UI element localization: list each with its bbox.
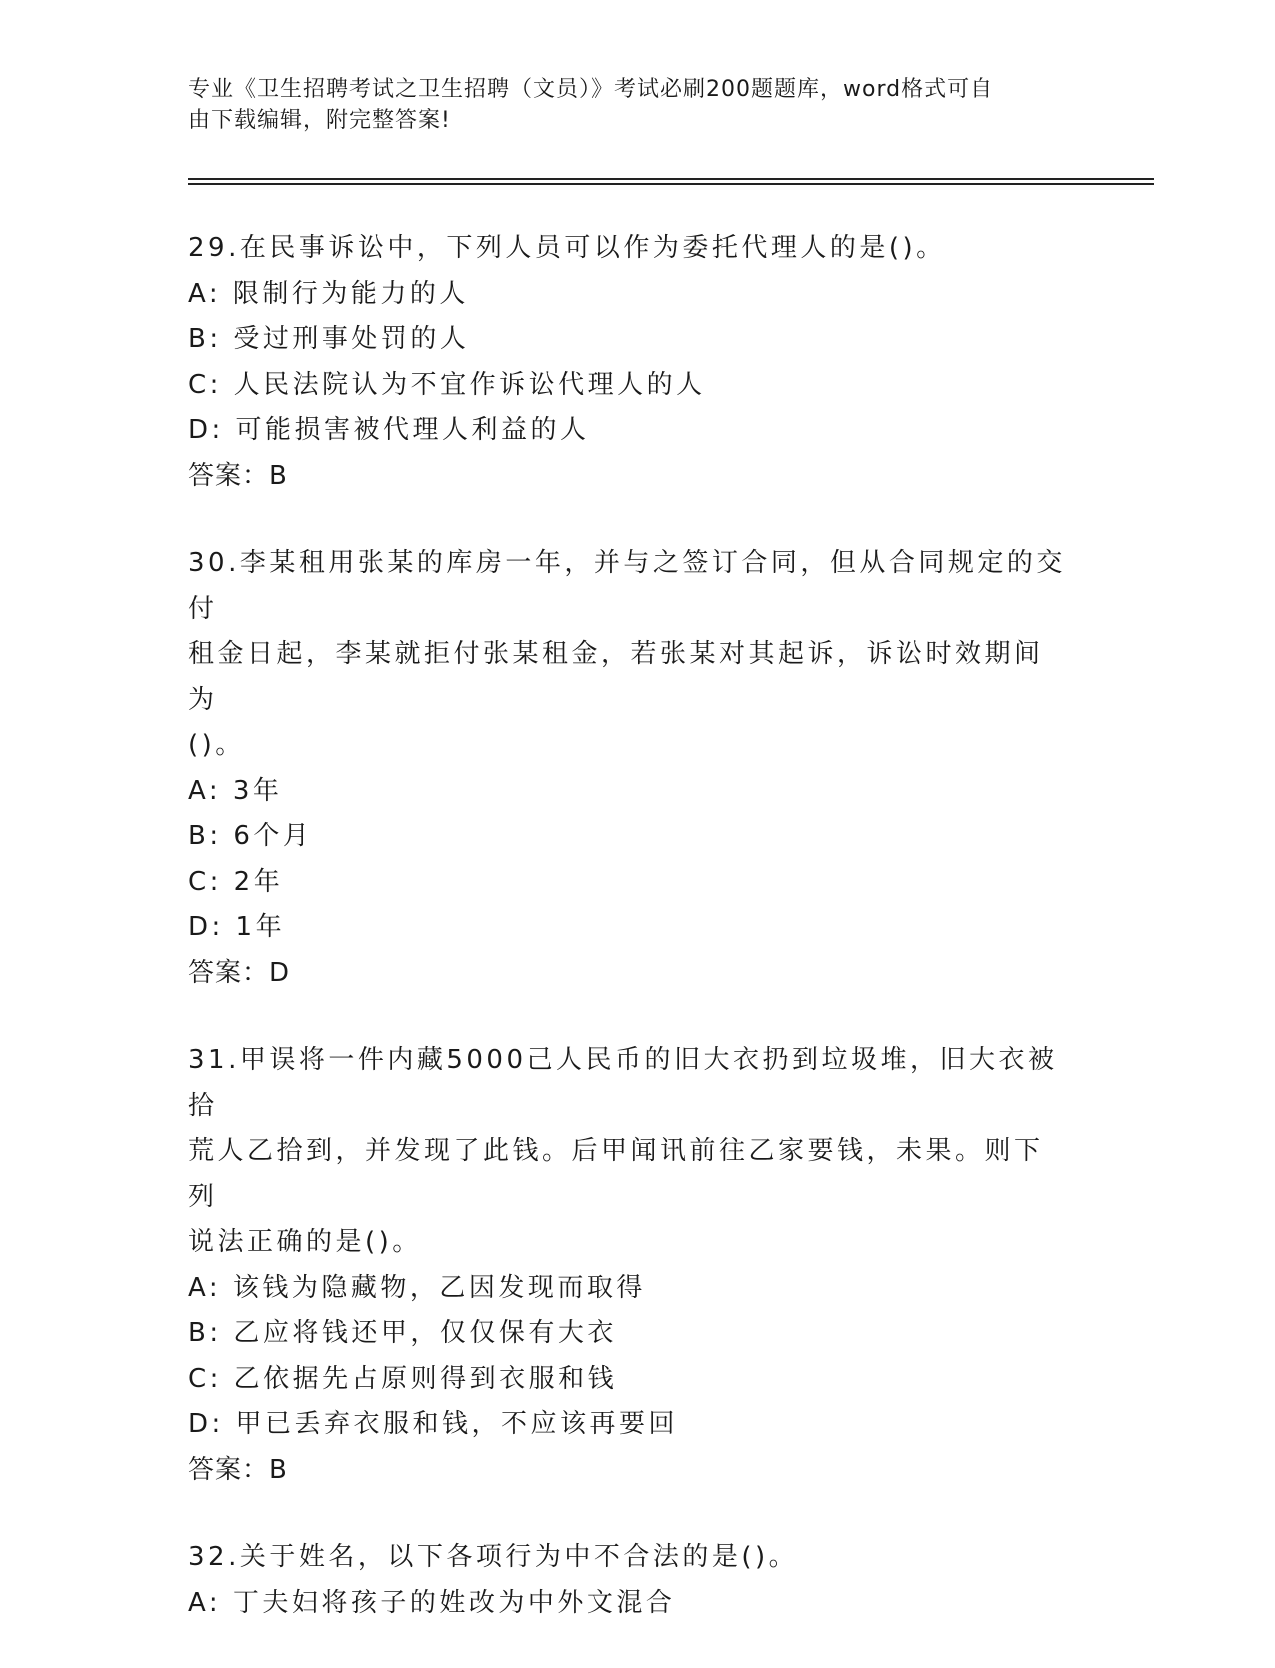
question-text: 30.李某租用张某的库房一年，并与之签订合同，但从合同规定的交付 <box>188 548 1066 624</box>
answer-label: 答案：B <box>188 1454 288 1485</box>
question-text: 31.甲误将一件内藏5000己人民币的旧大衣扔到垃圾堆，旧大衣被拾 <box>188 1045 1058 1121</box>
option-a: A: 该钱为隐藏物，乙因发现而取得 <box>188 1272 646 1303</box>
option-c: C: 人民法院认为不宜作诉讼代理人的人 <box>188 369 706 400</box>
option-a: A: 限制行为能力的人 <box>188 278 469 309</box>
option-b: B: 乙应将钱还甲，仅仅保有大衣 <box>188 1318 617 1348</box>
question-30 <box>188 541 1068 996</box>
header-line-1: 专业《卫生招聘考试之卫生招聘（文员）》考试必刷200题题库，word格式可自 <box>188 77 994 102</box>
header-divider-top <box>188 178 1154 180</box>
header-divider-bottom <box>188 183 1154 185</box>
option-c: C: 乙依据先占原则得到衣服和钱 <box>188 1363 618 1394</box>
question-text: 29.在民事诉讼中，下列人员可以作为委托代理人的是()。 <box>188 233 946 263</box>
option-d: D: 1年 <box>188 912 286 942</box>
document-header <box>188 74 1068 136</box>
question-text: 荒人乙拾到，并发现了此钱。后甲闻讯前往乙家要钱，未果。则下列 <box>188 1136 1044 1212</box>
option-c: C: 2年 <box>188 866 284 897</box>
question-list <box>188 226 1068 1668</box>
option-b: B: 6个月 <box>188 821 313 851</box>
question-text: 说法正确的是()。 <box>188 1227 422 1257</box>
header-line-2: 由下载编辑，附完整答案! <box>188 108 451 133</box>
option-d: D: 可能损害被代理人利益的人 <box>188 415 590 445</box>
option-a: A: 3年 <box>188 775 283 806</box>
option-d: D: 甲已丢弃衣服和钱，不应该再要回 <box>188 1409 679 1439</box>
question-32 <box>188 1535 1068 1626</box>
option-b: B: 受过刑事处罚的人 <box>188 324 470 354</box>
option-a: A: 丁夫妇将孩子的姓改为中外文混合 <box>188 1587 676 1618</box>
question-29 <box>188 226 1068 499</box>
question-text: 租金日起，李某就拒付张某租金，若张某对其起诉，诉讼时效期间为 <box>188 639 1044 715</box>
question-31 <box>188 1038 1068 1493</box>
answer-label: 答案：D <box>188 957 291 988</box>
answer-label: 答案：B <box>188 460 288 491</box>
question-text: 32.关于姓名，以下各项行为中不合法的是()。 <box>188 1542 799 1572</box>
question-text: ()。 <box>188 730 245 760</box>
